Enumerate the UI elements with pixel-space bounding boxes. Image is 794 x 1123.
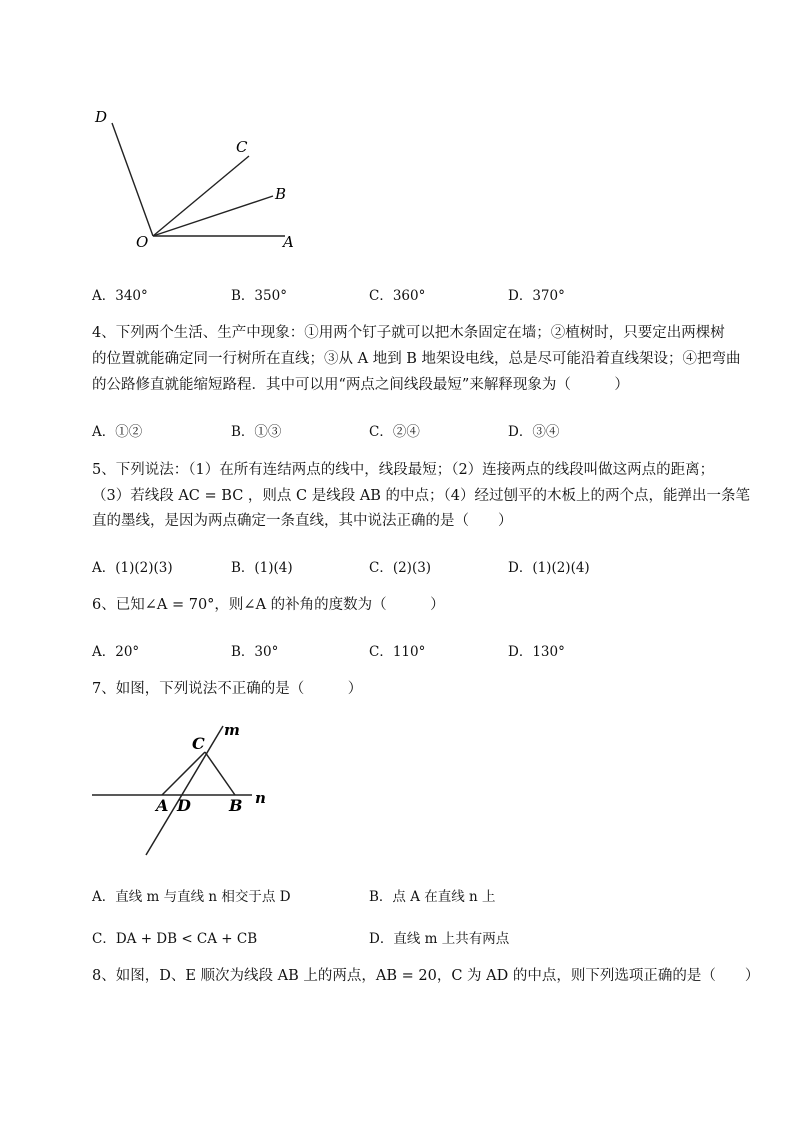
q8-stem: 8、如图，D、E 顺次为线段 AB 上的两点，AB = 20，C 为 AD 的中点，则下列选项正确的是（ ） bbox=[92, 968, 760, 984]
segment-CA bbox=[162, 752, 205, 795]
label-C: C bbox=[236, 138, 248, 156]
q6-option-d[interactable]: D．130° bbox=[508, 644, 565, 660]
q4-option-a[interactable]: A．①② bbox=[92, 424, 143, 440]
label-B: B bbox=[229, 796, 243, 815]
line-m bbox=[146, 726, 223, 855]
q4-line-2: 的位置就能确定同一行树所在直线；③从 A 地到 B 地架设电线，总是尽可能沿着直线架设；④把弯曲 bbox=[92, 351, 741, 367]
q3-option-d[interactable]: D．370° bbox=[508, 288, 565, 304]
q5-option-a[interactable]: A．(1)(2)(3) bbox=[92, 560, 173, 576]
q4-option-c[interactable]: C．②④ bbox=[369, 424, 420, 440]
q6-stem: 6、已知∠A = 70°，则∠A 的补角的度数为（ ） bbox=[92, 597, 445, 613]
label-m: m bbox=[224, 721, 240, 739]
q7-stem: 7、如图，下列说法不正确的是（ ） bbox=[92, 681, 363, 697]
q3-option-c[interactable]: C．360° bbox=[369, 288, 426, 304]
label-O: O bbox=[136, 233, 149, 251]
ray-OC bbox=[153, 156, 249, 236]
q6-option-c[interactable]: C．110° bbox=[369, 644, 426, 660]
label-B: B bbox=[275, 185, 287, 203]
q5-option-d[interactable]: D．(1)(2)(4) bbox=[508, 560, 590, 576]
label-A: A bbox=[283, 233, 294, 251]
ray-OB bbox=[153, 196, 273, 236]
q4-line-1: 4、下列两个生活、生产中现象：①用两个钉子就可以把木条固定在墙；②植树时，只要定出两棵树 bbox=[92, 325, 725, 341]
q4-option-b[interactable]: B．①③ bbox=[231, 424, 282, 440]
label-D: D bbox=[95, 108, 108, 126]
angle-figure bbox=[85, 100, 315, 255]
ray-OD bbox=[112, 123, 153, 236]
q6-option-a[interactable]: A．20° bbox=[92, 644, 140, 660]
q4-option-d[interactable]: D．③④ bbox=[508, 424, 560, 440]
q3-option-b[interactable]: B．350° bbox=[231, 288, 287, 304]
segment-CB bbox=[205, 752, 235, 795]
q7-option-a[interactable]: A．直线 m 与直线 n 相交于点 D bbox=[92, 889, 291, 905]
label-n: n bbox=[255, 789, 266, 807]
q5-line-1: 5、下列说法：（1）在所有连结两点的线中，线段最短；（2）连接两点的线段叫做这两点的距离； bbox=[92, 462, 715, 478]
label-D: D bbox=[177, 796, 191, 815]
q7-option-d[interactable]: D．直线 m 上共有两点 bbox=[369, 931, 510, 947]
lines-figure bbox=[90, 718, 280, 860]
q5-option-b[interactable]: B．(1)(4) bbox=[231, 560, 293, 576]
q7-option-b[interactable]: B．点 A 在直线 n 上 bbox=[369, 889, 496, 905]
label-A: A bbox=[156, 796, 169, 815]
q3-option-a[interactable]: A．340° bbox=[92, 288, 148, 304]
q5-option-c[interactable]: C．(2)(3) bbox=[369, 560, 432, 576]
q4-line-3: 的公路修直就能缩短路程．其中可以用“两点之间线段最短”来解释现象为（ ） bbox=[92, 377, 629, 393]
q5-line-2: （3）若线段 AC = BC ，则点 C 是线段 AB 的中点；（4）经过刨平的木板上的两个点，能弹出一条笔 bbox=[92, 488, 751, 504]
q7-option-c[interactable]: C．DA + DB < CA + CB bbox=[92, 931, 258, 947]
label-C: C bbox=[192, 734, 205, 753]
q6-option-b[interactable]: B．30° bbox=[231, 644, 279, 660]
q5-line-3: 直的墨线，是因为两点确定一条直线，其中说法正确的是（ ） bbox=[92, 513, 513, 529]
